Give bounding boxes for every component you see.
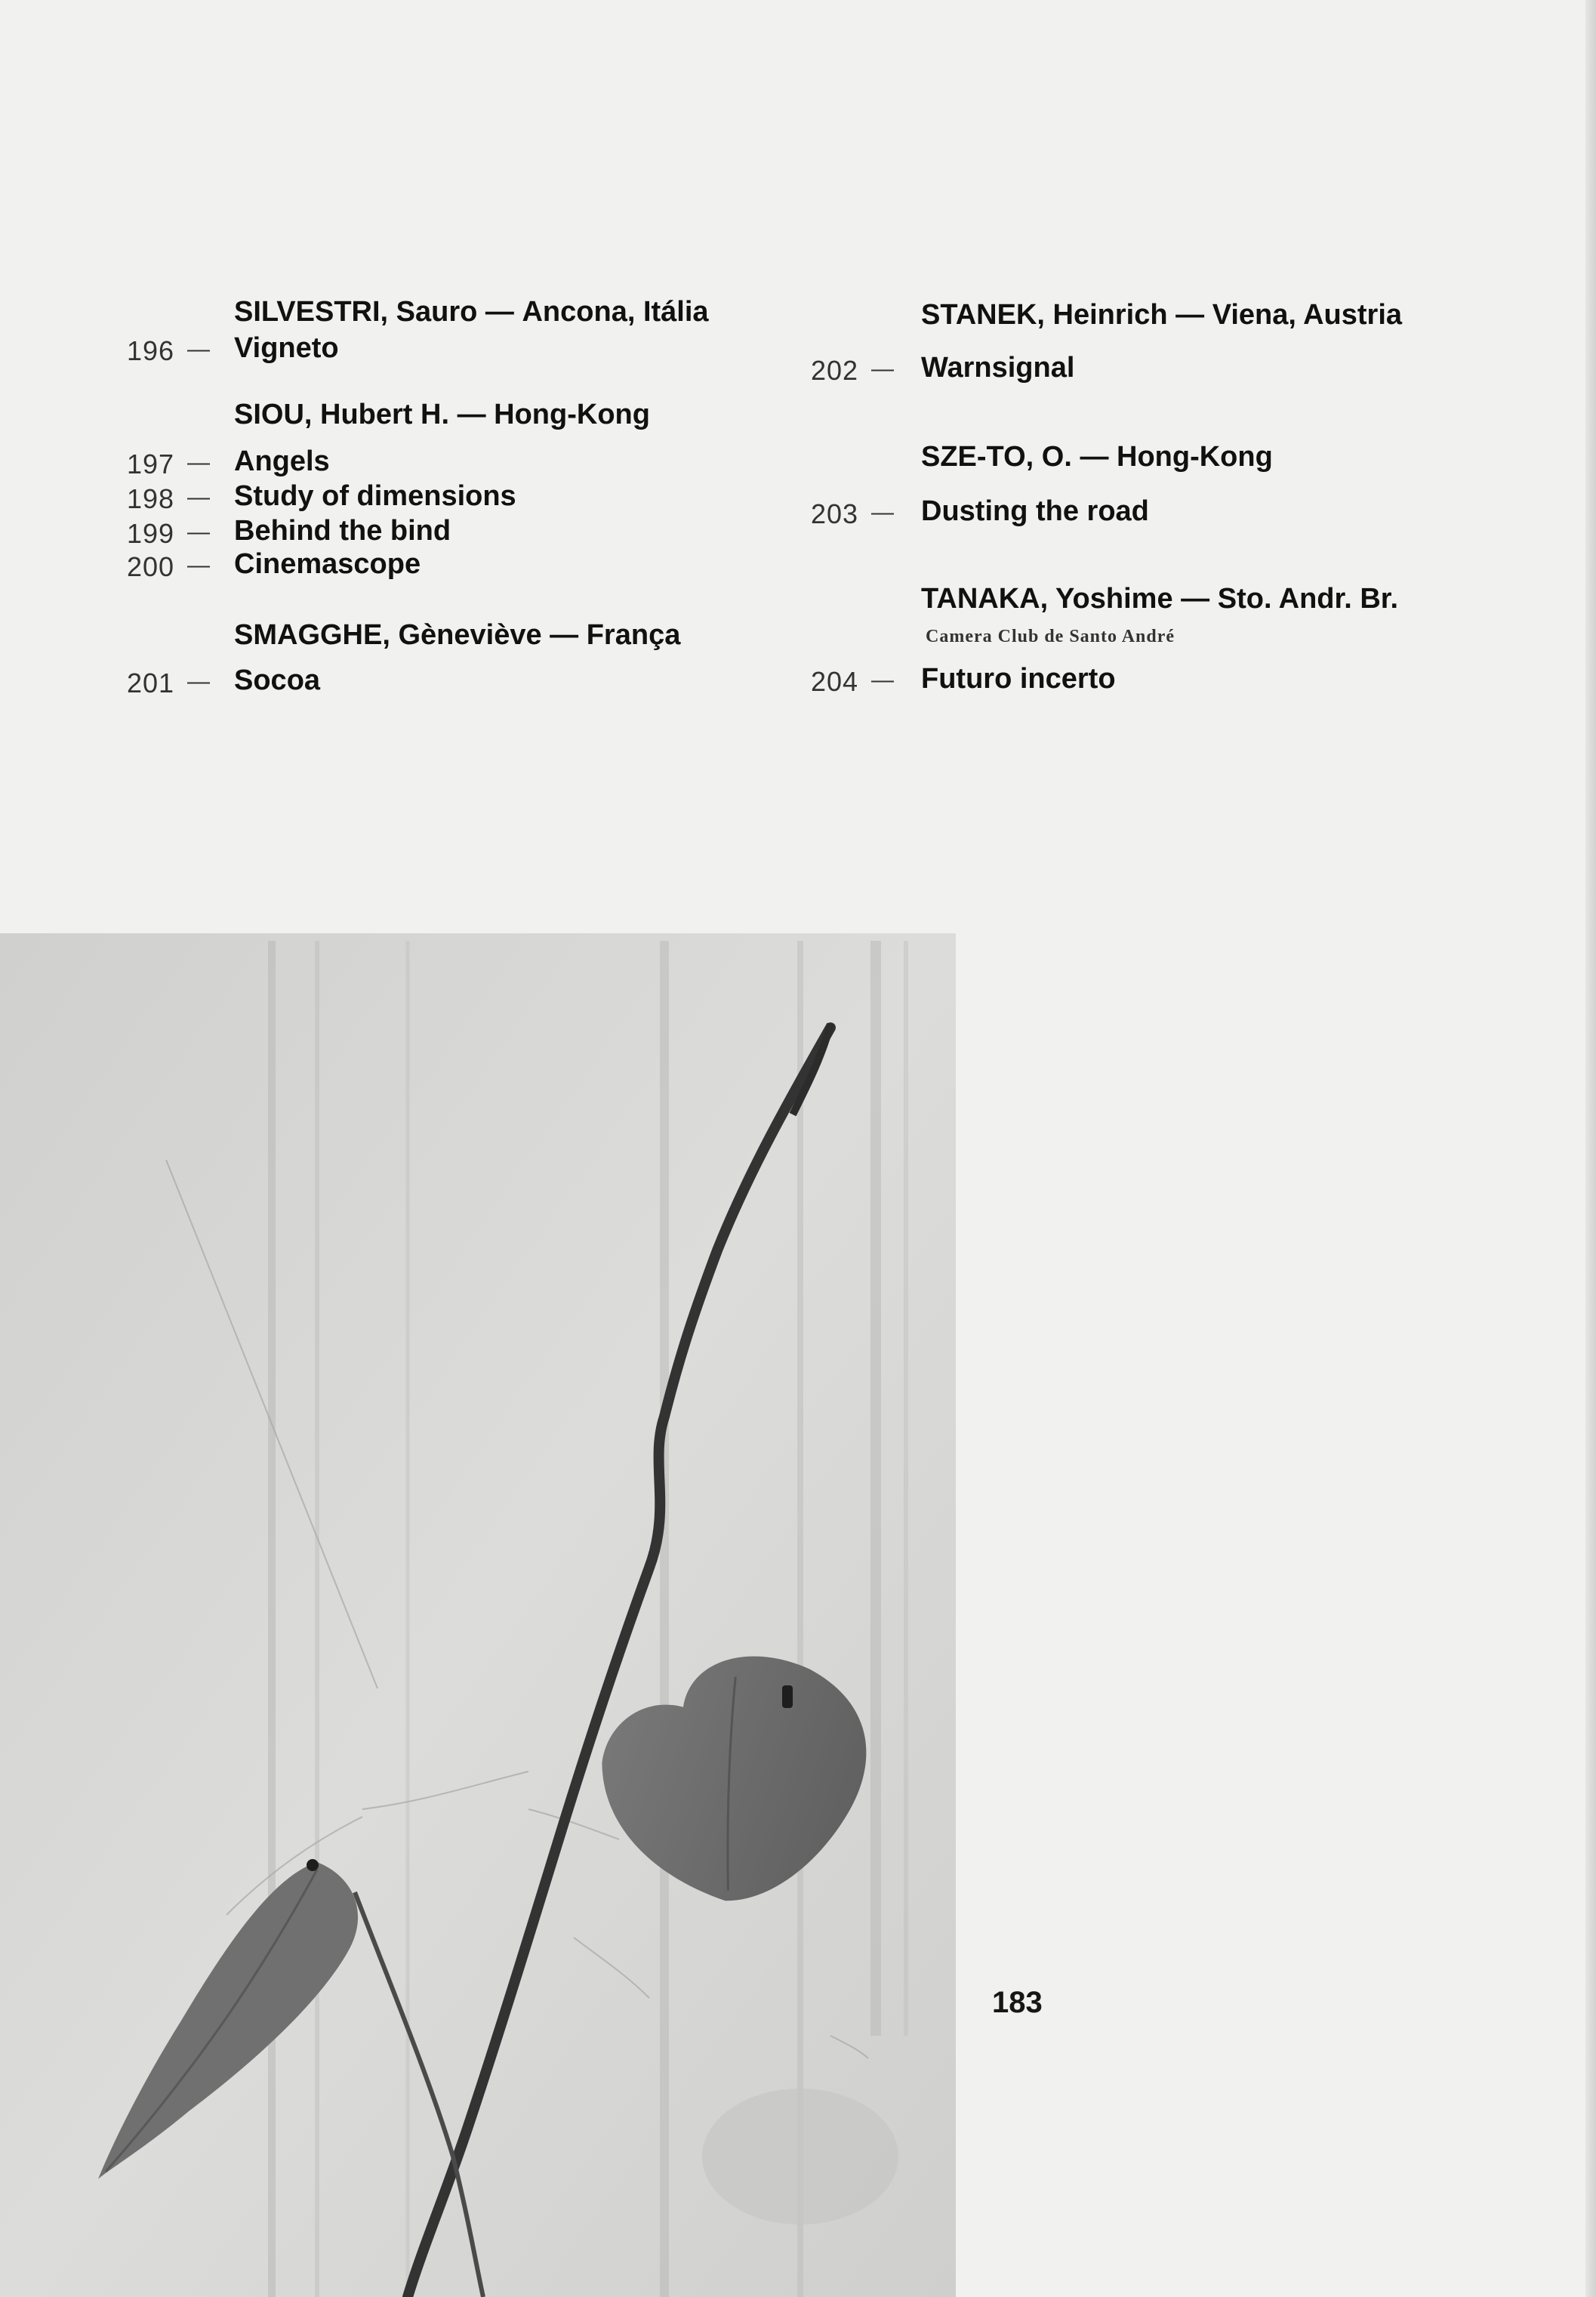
separator: — — [1080, 441, 1109, 473]
separator: — — [550, 619, 579, 651]
entry-title: Futuro incerto — [921, 663, 1116, 695]
author-heading — [921, 299, 1402, 331]
plant-photograph — [0, 933, 956, 2297]
entry-title: Angels — [234, 446, 330, 477]
separator: — — [457, 399, 486, 430]
author-place: Hong-Kong — [494, 399, 650, 430]
entry-number: 196 — [127, 335, 175, 366]
entry-dash: — — [187, 450, 210, 475]
entry-dash: — — [871, 356, 894, 381]
separator: — — [485, 296, 514, 328]
entry-number: 197 — [127, 449, 175, 479]
club-name: Camera Club de Santo André — [926, 627, 1175, 646]
author-name: SMAGGHE, Gèneviève — [234, 619, 542, 651]
entry-title: Vigneto — [234, 332, 339, 364]
entry-dash: — — [187, 520, 210, 544]
author-name: SILVESTRI, Sauro — [234, 296, 478, 328]
entry-title: Socoa — [234, 664, 321, 696]
author-heading — [921, 441, 1273, 473]
author-place: Hong-Kong — [1117, 441, 1273, 473]
entry-dash: — — [871, 500, 894, 525]
entry-number: 203 — [811, 498, 859, 529]
entry-title: Study of dimensions — [234, 480, 516, 512]
entry-title: Warnsignal — [921, 352, 1075, 384]
entry-number: 198 — [127, 483, 175, 514]
author-name: SIOU, Hubert H. — [234, 399, 450, 430]
page-edge — [1585, 0, 1596, 2297]
author-place: Viena, Austria — [1212, 299, 1403, 331]
entry-number: 199 — [127, 518, 175, 549]
entry-number: 201 — [127, 668, 175, 698]
author-name: SZE-TO, O. — [921, 441, 1072, 473]
author-name: STANEK, Heinrich — [921, 299, 1168, 331]
author-place: Sto. Andr. Br. — [1217, 583, 1399, 615]
entry-dash: — — [187, 669, 210, 694]
plant-illustration — [0, 933, 956, 2297]
author-name: TANAKA, Yoshime — [921, 583, 1173, 615]
page-number: 183 — [992, 1986, 1043, 2019]
author-heading — [234, 619, 680, 652]
separator: — — [1181, 583, 1210, 615]
entry-number: 204 — [811, 666, 859, 697]
entry-dash: — — [187, 553, 210, 578]
entry-number: 202 — [811, 355, 859, 386]
entry-number: 200 — [127, 551, 175, 582]
author-heading — [234, 399, 650, 431]
author-heading — [921, 583, 1398, 615]
author-place: França — [586, 619, 681, 651]
author-place: Ancona, Itália — [522, 296, 709, 328]
entry-title: Dusting the road — [921, 495, 1149, 527]
entry-title: Behind the bind — [234, 515, 451, 547]
entry-dash: — — [871, 668, 894, 692]
entry-title: Cinemascope — [234, 548, 421, 580]
separator: — — [1175, 299, 1205, 331]
upper-leaf-node — [782, 1685, 793, 1708]
shadow-blob — [702, 2089, 898, 2225]
lower-leaf-node — [307, 1859, 319, 1871]
entry-dash: — — [187, 485, 210, 510]
entry-dash: — — [187, 337, 210, 362]
author-heading — [234, 296, 709, 328]
